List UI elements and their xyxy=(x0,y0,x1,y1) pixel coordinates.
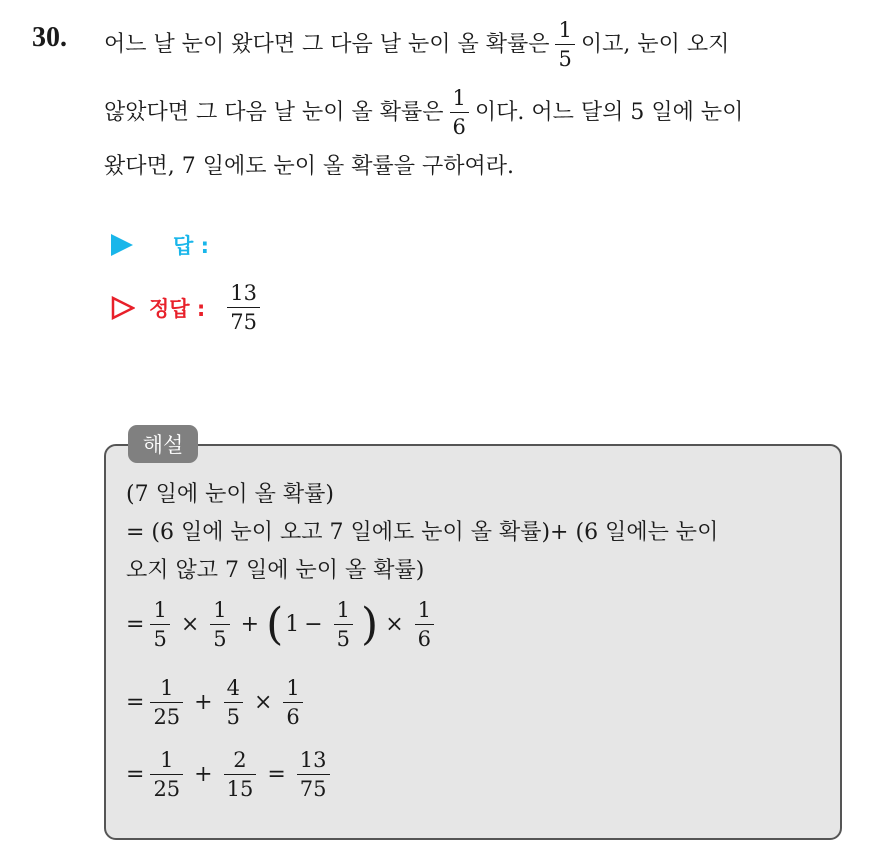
numerator: 13 xyxy=(230,281,258,305)
denominator: 75 xyxy=(227,307,260,334)
denominator: 5 xyxy=(224,702,243,729)
numerator: 1 xyxy=(558,18,572,42)
denominator: 5 xyxy=(555,44,574,71)
solution-equation-1 xyxy=(126,598,440,651)
equals-sign: = xyxy=(126,761,145,787)
fraction xyxy=(415,598,434,651)
numerator: 13 xyxy=(299,748,327,772)
fraction xyxy=(283,676,302,729)
question-number: 30. xyxy=(32,22,67,53)
numerator: 1 xyxy=(452,86,466,110)
correct-answer-label: 정답 : xyxy=(149,296,206,321)
answer-label: 답 : xyxy=(173,234,209,258)
denominator: 6 xyxy=(283,702,302,729)
plus-sign: + xyxy=(240,611,260,637)
answer-blank-row xyxy=(111,230,209,260)
fraction xyxy=(224,748,257,801)
fraction xyxy=(150,748,183,801)
numerator: 4 xyxy=(226,676,240,700)
problem-text: 왔다면, 7 일에도 눈이 올 확률을 구하여라. xyxy=(104,154,514,179)
numerator: 1 xyxy=(286,676,300,700)
denominator: 25 xyxy=(150,702,183,729)
denominator: 5 xyxy=(210,624,229,651)
denominator: 6 xyxy=(450,112,469,139)
fraction xyxy=(210,598,229,651)
solution-equation-2 xyxy=(126,676,309,729)
numerator: 2 xyxy=(233,748,247,772)
fraction xyxy=(224,676,243,729)
fraction xyxy=(297,748,330,801)
numerator: 1 xyxy=(336,598,351,622)
numerator: 1 xyxy=(160,748,174,772)
solution-tag: 해설 xyxy=(128,425,198,463)
times-sign: × xyxy=(385,611,404,637)
solution-line-2: = (6 일에 눈이 오고 7 일에도 눈이 올 확률)+ (6 일에는 눈이 xyxy=(126,520,719,545)
equals-sign: = xyxy=(126,689,145,715)
denominator: 5 xyxy=(150,624,169,651)
fraction xyxy=(150,598,169,651)
plus-sign: + xyxy=(194,689,213,715)
problem-text: 이다. 어느 달의 5 일에 눈이 xyxy=(474,99,744,125)
right-paren: ) xyxy=(361,598,379,650)
minus-sign: − xyxy=(304,611,323,637)
problem-line-1 xyxy=(104,18,729,71)
fraction xyxy=(555,18,574,71)
problem-text: 어느 날 눈이 왔다면 그 다음 날 눈이 올 확률은 xyxy=(104,31,550,57)
denominator: 5 xyxy=(334,624,353,651)
times-sign: × xyxy=(180,611,200,637)
correct-answer-fraction xyxy=(227,281,260,334)
correct-answer-row xyxy=(111,281,266,334)
problem-line-3 xyxy=(104,152,514,182)
plus-sign: + xyxy=(194,761,213,787)
fraction xyxy=(334,598,353,651)
outline-triangle-icon xyxy=(111,296,135,320)
denominator: 15 xyxy=(224,774,257,801)
denominator: 75 xyxy=(297,774,330,801)
denominator: 25 xyxy=(150,774,183,801)
numerator: 1 xyxy=(160,676,174,700)
left-paren: ( xyxy=(266,598,284,650)
problem-text: 않았다면 그 다음 날 눈이 올 확률은 xyxy=(104,99,444,125)
problem-text: 이고, 눈이 오지 xyxy=(580,31,730,57)
fraction xyxy=(450,86,469,139)
solution-line-1: (7 일에 눈이 올 확률) xyxy=(126,482,334,507)
play-triangle-icon xyxy=(111,234,133,256)
denominator: 6 xyxy=(415,624,434,651)
times-sign: × xyxy=(253,689,273,715)
numerator: 1 xyxy=(213,598,227,622)
solution-equation-3 xyxy=(126,748,336,801)
one: 1 xyxy=(285,611,300,637)
numerator: 1 xyxy=(417,598,432,622)
fraction xyxy=(150,676,183,729)
problem-line-2 xyxy=(104,86,743,139)
numerator: 1 xyxy=(153,598,167,622)
equals-sign: = xyxy=(267,761,286,787)
solution-line-3: 오지 않고 7 일에 눈이 올 확률) xyxy=(126,558,425,583)
equals-sign: = xyxy=(126,611,145,637)
